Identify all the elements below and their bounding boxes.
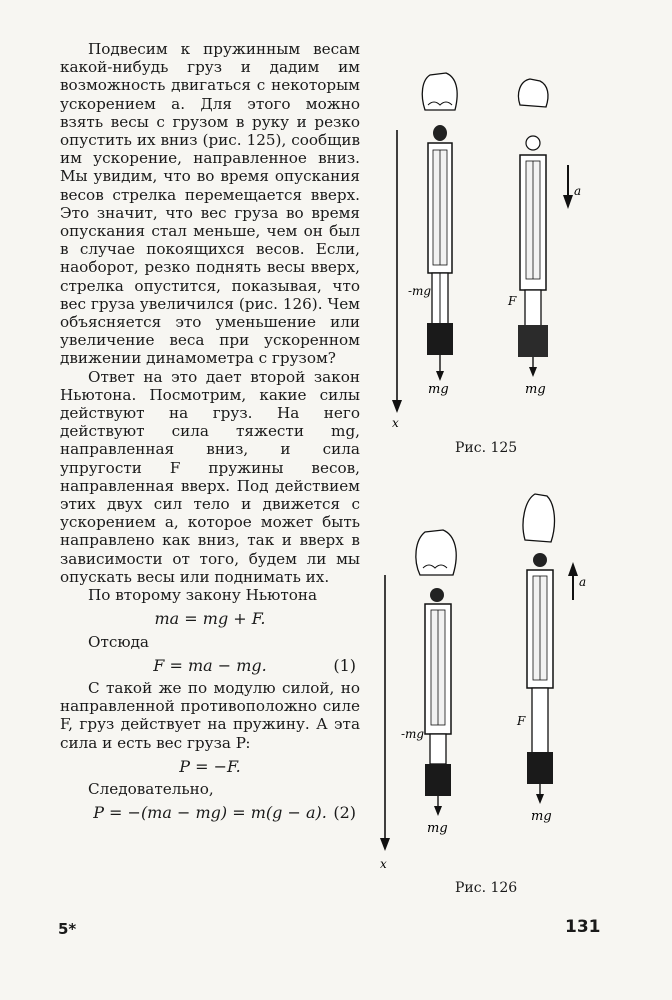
figure-125 bbox=[380, 55, 660, 435]
figure-126 bbox=[365, 480, 645, 875]
x-axis-label: x bbox=[392, 416, 399, 430]
paragraph-5: С такой же по модулю силой, но направленной противоположно силе F, груз действует на пружину. А эта сила и есть вес груза P: bbox=[60, 678, 360, 752]
formula-1 bbox=[60, 657, 360, 675]
paragraph-3: По второму закону Ньютона bbox=[88, 586, 318, 605]
paragraph-1: Подвесим к пружинным весам какой-нибудь груз и дадим им возможность двигаться с некоторым ускорением a. Для этого можно взять весы с грузом в руку и резко опустить их вниз (рис. 125), сообщив им ускорение, направленное вниз. Мы увидим, что во время опускания весов стрелка перемещается вверх. Это значит, что вес груза во время опускания стал меньше, чем он был в случае покоящихся весов. Если, наоборот, резко поднять весы вверх, стрелка опустится, показывая, что вес груза увеличился (рис. 126). Чем объясняется это уменьшение или увеличение веса при ускоренном движении динамометра с грузом? bbox=[60, 40, 360, 368]
scale-left-fig126 bbox=[401, 530, 456, 836]
formula-1-number: (1) bbox=[333, 655, 356, 675]
label-mg-left: mg bbox=[428, 382, 449, 397]
figure-125-caption: Рис. 125 bbox=[455, 440, 518, 456]
label-neg-mg-126: -mg bbox=[401, 727, 425, 741]
x-axis-label-126: x bbox=[380, 857, 387, 871]
paragraph-2: Ответ на это дает второй закон Ньютона. Посмотрим, какие силы действуют на груз. На него действуют сила тяжести mg, направленная вниз, и сила упругости F пружины весов, направленная вверх. Под действием этих двух сил тело и движется с ускорением a, которое может быть направлено как вниз, так и вверх в зависимости от того, будем ли мы опускать весы или поднимать их. bbox=[60, 367, 360, 586]
label-mg-left-126: mg bbox=[427, 821, 448, 836]
scale-right-fig126 bbox=[516, 494, 586, 824]
label-neg-mg-left: -mg bbox=[408, 284, 432, 298]
formula-2-expression: P = −(ma − mg) = m(g − a). bbox=[93, 803, 327, 823]
label-mg-right: mg bbox=[525, 382, 546, 397]
formula-2-number: (2) bbox=[333, 803, 356, 823]
label-f-right: F bbox=[508, 294, 517, 308]
label-f-126: F bbox=[517, 714, 526, 728]
formula-2 bbox=[60, 804, 360, 822]
figure-126-caption: Рис. 126 bbox=[455, 880, 518, 896]
label-a-fig125: a bbox=[574, 184, 582, 198]
formula-1-expression: F = ma − mg. bbox=[153, 655, 267, 675]
text-column bbox=[60, 40, 360, 826]
paragraph-4: Отсюда bbox=[88, 632, 149, 651]
scale-left-fig125 bbox=[408, 73, 457, 397]
label-mg-right-126: mg bbox=[531, 809, 552, 824]
scale-right-fig125 bbox=[507, 79, 581, 397]
paragraph-6: Следовательно, bbox=[88, 779, 214, 798]
formula-newton-second-law: ma = mg + F. bbox=[154, 609, 266, 629]
label-a-fig126: a bbox=[579, 575, 587, 589]
page-number: 131 bbox=[565, 917, 601, 937]
signature-mark: 5* bbox=[58, 920, 77, 938]
formula-weight-equals-neg-f: P = −F. bbox=[179, 756, 241, 776]
